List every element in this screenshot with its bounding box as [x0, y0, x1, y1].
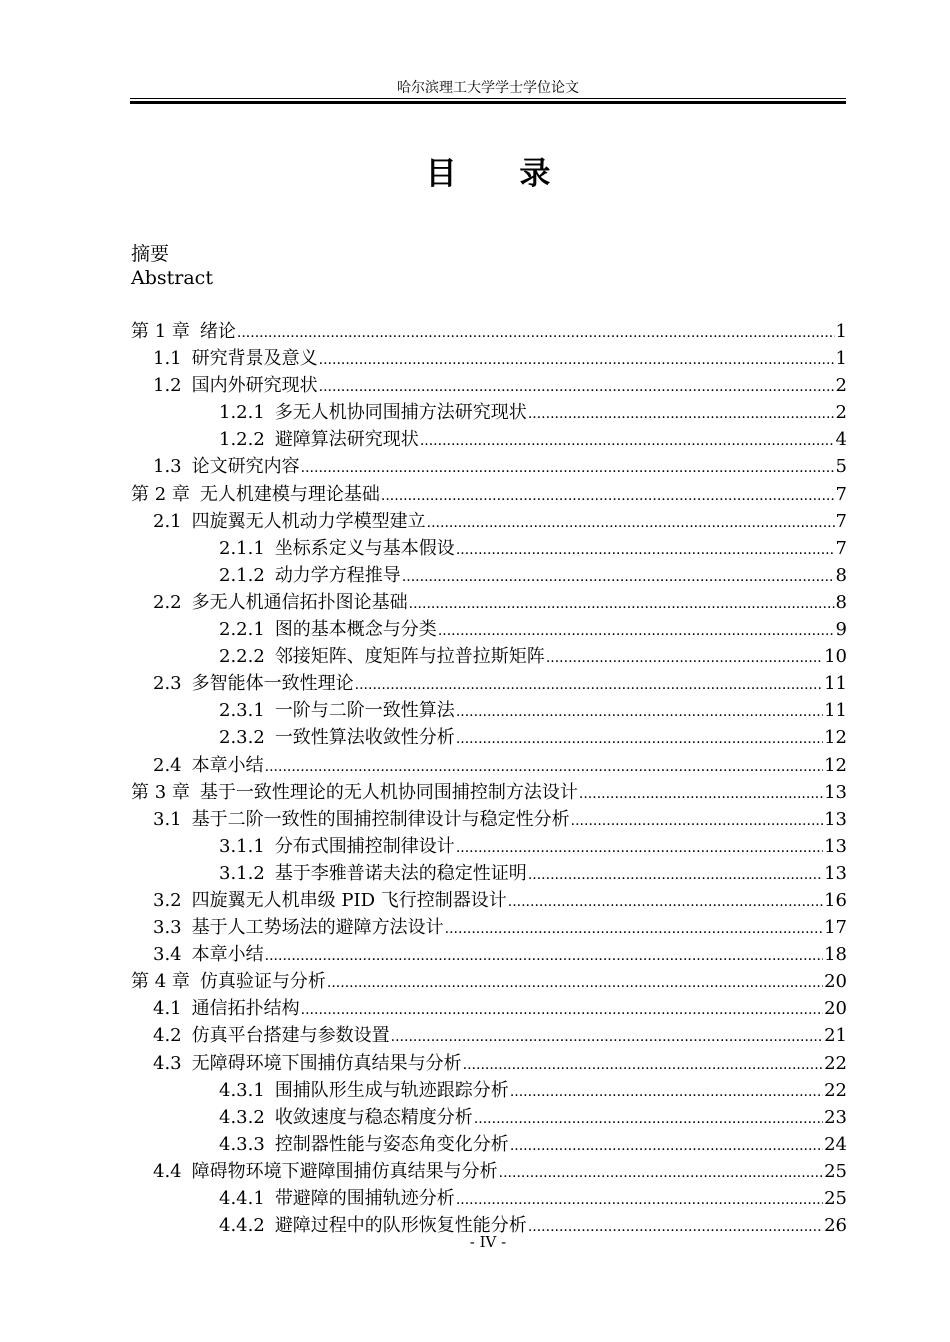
toc-entry[interactable] — [131, 941, 847, 968]
toc-entry-title: 多无人机通信拓扑图论基础 — [191, 591, 408, 613]
toc-dot-leader — [546, 645, 823, 672]
toc-entry-page: 13 — [824, 862, 847, 884]
toc-entry-title: 动力学方程推导 — [274, 564, 401, 586]
toc-entry-number: 4.3.2 — [219, 1106, 265, 1128]
toc-entry-page: 23 — [824, 1106, 847, 1128]
toc-dot-leader — [319, 374, 835, 401]
toc-entry[interactable] — [131, 752, 847, 779]
toc-entry[interactable] — [131, 779, 847, 806]
toc-entry-title: 避障算法研究现状 — [274, 429, 419, 451]
toc-entry-title: 避障过程中的队形恢复性能分析 — [274, 1215, 527, 1237]
toc-entry-page: 11 — [824, 673, 847, 695]
toc-entry-page: 7 — [835, 537, 847, 559]
toc-entry-page: 5 — [835, 456, 847, 478]
toc-entry-title: 无人机建模与理论基础 — [199, 483, 380, 505]
toc-entry-page: 20 — [824, 971, 847, 993]
toc-entry-title: 一阶与二阶一致性算法 — [274, 700, 455, 722]
toc-entry-title: 基于李雅普诺夫法的稳定性证明 — [274, 862, 527, 884]
toc-entry-page: 13 — [824, 781, 847, 803]
toc-entry-number: 2.2 — [153, 591, 182, 613]
header-rule-thin — [130, 98, 846, 99]
toc-entry[interactable] — [131, 399, 847, 426]
toc-entry-number: 2.3 — [153, 673, 182, 695]
running-header: 哈尔滨理工大学学士学位论文 — [397, 80, 579, 96]
toc-front-abstract-zh[interactable]: 摘要 — [131, 243, 170, 265]
toc-entry[interactable] — [131, 806, 847, 833]
toc-entry-number: 2.3.2 — [219, 727, 265, 749]
toc-entry[interactable] — [131, 508, 847, 535]
toc-entry[interactable] — [131, 1022, 847, 1049]
toc-entry-number: 3.3 — [153, 917, 182, 939]
toc-entry-page: 25 — [824, 1160, 847, 1182]
toc-dot-leader — [474, 1106, 823, 1133]
toc-entry-title: 本章小结 — [191, 754, 264, 776]
toc-dot-leader — [463, 1052, 823, 1079]
toc-dot-leader — [499, 1160, 823, 1187]
toc-dot-leader — [510, 1079, 823, 1106]
toc-dot-leader — [355, 672, 823, 699]
toc-dot-leader — [445, 916, 823, 943]
toc-entry-page: 8 — [835, 564, 847, 586]
toc-dot-leader — [409, 591, 835, 618]
toc-entry[interactable] — [131, 697, 847, 724]
toc-entry-page: 25 — [824, 1188, 847, 1209]
toc-entry[interactable] — [131, 1104, 847, 1131]
toc-dot-leader — [579, 781, 823, 808]
toc-dot-leader — [456, 699, 823, 726]
toc-entry-number: 3.1.1 — [219, 835, 265, 857]
toc-entry-number: 4.3 — [153, 1052, 182, 1074]
toc-dot-leader — [571, 808, 823, 835]
toc-dot-leader — [265, 943, 823, 970]
toc-entry-page: 2 — [835, 402, 847, 424]
toc-entry-number: 2.2.1 — [219, 619, 265, 641]
toc-entry-number: 4.4.1 — [219, 1188, 265, 1209]
toc-entry-page: 10 — [824, 646, 847, 668]
toc-entry-page: 7 — [835, 483, 847, 505]
toc-entry-number: 1.2.2 — [219, 429, 265, 451]
toc-entry-number: 第 4 章 — [131, 971, 190, 993]
toc-entry-number: 4.4.2 — [219, 1215, 265, 1237]
toc-dot-leader — [510, 1133, 823, 1160]
toc-entry-title: 绪论 — [199, 321, 236, 342]
toc-entry[interactable] — [131, 995, 847, 1022]
toc-entry-title: 四旋翼无人机动力学模型建立 — [191, 510, 426, 532]
toc-dot-leader — [456, 726, 823, 753]
toc-entry-number: 3.1.2 — [219, 862, 265, 884]
toc-entry-title: 论文研究内容 — [191, 456, 300, 478]
toc-entry-title: 通信拓扑结构 — [191, 998, 300, 1020]
toc-entry-number: 2.1.1 — [219, 537, 265, 559]
toc-entry-number: 第 1 章 — [131, 321, 190, 342]
toc-dot-leader — [237, 320, 835, 347]
toc-entry-page: 22 — [824, 1079, 847, 1101]
toc-entry-title: 国内外研究现状 — [191, 375, 318, 397]
toc-entry-title: 本章小结 — [191, 944, 264, 966]
toc-entry-page: 13 — [824, 808, 847, 830]
toc-entry-number: 4.2 — [153, 1025, 182, 1047]
toc-entry[interactable] — [131, 1077, 847, 1104]
toc-entry-number: 1.2.1 — [219, 402, 265, 424]
page-title: 目 录 — [425, 156, 577, 192]
toc-entry[interactable] — [131, 1050, 847, 1077]
toc-entry-number: 4.1 — [153, 998, 182, 1020]
toc-entry-page: 20 — [824, 998, 847, 1020]
toc-entry-number: 1.1 — [153, 348, 182, 370]
toc-entry-number: 2.2.2 — [219, 646, 265, 668]
toc-entry-page: 4 — [835, 429, 847, 451]
toc-entry-page: 9 — [835, 619, 847, 641]
toc-entry[interactable] — [131, 833, 847, 860]
toc-entry[interactable] — [131, 345, 847, 372]
toc-entry-number: 2.1 — [153, 510, 182, 532]
toc-entry[interactable] — [131, 643, 847, 670]
toc-entry-number: 3.2 — [153, 889, 182, 911]
toc-dot-leader — [456, 835, 823, 862]
toc-entry[interactable] — [131, 616, 847, 643]
toc-entry-page: 11 — [824, 700, 847, 722]
toc-dot-leader — [420, 428, 835, 455]
toc-entry[interactable] — [131, 968, 847, 995]
toc-entry-page: 22 — [824, 1052, 847, 1074]
toc-entry-page: 8 — [835, 591, 847, 613]
toc-entry[interactable] — [131, 914, 847, 941]
toc-entry[interactable] — [131, 481, 847, 508]
toc-dot-leader — [301, 997, 823, 1024]
toc-entry-page: 24 — [824, 1133, 847, 1155]
toc-entry[interactable] — [131, 372, 847, 399]
toc-entry-number: 3.4 — [153, 944, 182, 966]
toc-entry-number: 4.4 — [153, 1160, 182, 1182]
toc-entry-title: 基于人工势场法的避障方法设计 — [191, 917, 444, 939]
toc-entry-title: 邻接矩阵、度矩阵与拉普拉斯矩阵 — [274, 646, 545, 668]
toc-entry-title: 控制器性能与姿态角变化分析 — [274, 1133, 509, 1155]
toc-entry-page: 21 — [824, 1025, 847, 1047]
page-number: - IV - — [469, 1233, 507, 1251]
toc-dot-leader — [265, 754, 823, 781]
toc-entry[interactable] — [131, 887, 847, 914]
toc-entry-page: 18 — [824, 944, 847, 966]
toc-entry[interactable] — [131, 426, 847, 453]
toc-dot-leader — [327, 970, 823, 997]
toc-entry-title: 多无人机协同围捕方法研究现状 — [274, 402, 527, 424]
toc-entry[interactable] — [131, 589, 847, 616]
toc-entry-title: 仿真验证与分析 — [199, 971, 326, 993]
toc-entry-title: 仿真平台搭建与参数设置 — [191, 1025, 390, 1047]
toc-entry-number: 4.3.3 — [219, 1133, 265, 1155]
toc-front-abstract-en[interactable]: Abstract — [131, 267, 213, 289]
toc-entry[interactable] — [131, 453, 847, 480]
toc-entry-title: 无障碍环境下围捕仿真结果与分析 — [191, 1052, 462, 1074]
toc-entry-page: 13 — [824, 835, 847, 857]
toc-entry-number: 2.1.2 — [219, 564, 265, 586]
toc-entry-number: 1.3 — [153, 456, 182, 478]
toc-entry-title: 基于二阶一致性的围捕控制律设计与稳定性分析 — [191, 808, 570, 830]
toc-entry-title: 基于一致性理论的无人机协同围捕控制方法设计 — [199, 781, 578, 803]
toc-entry[interactable] — [131, 535, 847, 562]
toc-dot-leader — [528, 862, 823, 889]
toc-entry-title: 图的基本概念与分类 — [274, 619, 437, 641]
toc-entry-page: 12 — [824, 754, 847, 776]
toc-entry[interactable] — [131, 670, 847, 697]
toc-dot-leader — [508, 889, 823, 916]
toc-entry-page: 12 — [824, 727, 847, 749]
toc-entry-title: 坐标系定义与基本假设 — [274, 537, 455, 559]
toc-entry-title: 带避障的围捕轨迹分析 — [274, 1188, 455, 1209]
toc-entry[interactable] — [131, 1131, 847, 1158]
toc-dot-leader — [427, 510, 835, 537]
toc-entry-page: 17 — [824, 917, 847, 939]
toc-entry-title: 收敛速度与稳态精度分析 — [274, 1106, 473, 1128]
toc-dot-leader — [301, 455, 835, 482]
toc-entry-title: 障碍物环境下避障围捕仿真结果与分析 — [191, 1160, 498, 1182]
toc-dot-leader — [528, 401, 835, 428]
toc-entry-page: 16 — [824, 889, 847, 911]
toc-entry-page: 7 — [835, 510, 847, 532]
toc-entry[interactable] — [131, 318, 847, 345]
toc-entry-page: 2 — [835, 375, 847, 397]
toc-dot-leader — [319, 347, 835, 374]
toc-entry-title: 一致性算法收敛性分析 — [274, 727, 455, 749]
toc-entry-title: 围捕队形生成与轨迹跟踪分析 — [274, 1079, 509, 1101]
toc-entry-title: 多智能体一致性理论 — [191, 673, 354, 695]
toc-entry-number: 3.1 — [153, 808, 182, 830]
toc-entry-number: 2.3.1 — [219, 700, 265, 722]
toc-entry-number: 第 3 章 — [131, 781, 190, 803]
toc-entry-page: 1 — [835, 348, 847, 370]
toc-entry[interactable] — [131, 562, 847, 589]
table-of-contents — [131, 318, 847, 1239]
toc-entry-number: 4.3.1 — [219, 1079, 265, 1101]
header-rule-thick — [130, 101, 846, 104]
toc-dot-leader — [381, 483, 835, 510]
toc-entry-number: 1.2 — [153, 375, 182, 397]
toc-entry-page: 1 — [835, 321, 847, 342]
toc-entry[interactable] — [131, 1158, 847, 1185]
toc-dot-leader — [438, 618, 835, 645]
toc-entry-number: 第 2 章 — [131, 483, 190, 505]
toc-entry-number: 2.4 — [153, 754, 182, 776]
toc-entry-page: 26 — [824, 1215, 847, 1237]
toc-dot-leader — [456, 537, 835, 564]
toc-entry-title: 四旋翼无人机串级 PID 飞行控制器设计 — [191, 889, 507, 911]
toc-dot-leader — [456, 1187, 823, 1214]
toc-entry[interactable] — [131, 860, 847, 887]
toc-entry[interactable] — [131, 1185, 847, 1212]
toc-entry-title: 研究背景及意义 — [191, 348, 318, 370]
toc-entry[interactable] — [131, 724, 847, 751]
toc-dot-leader — [402, 564, 835, 591]
toc-dot-leader — [391, 1024, 823, 1051]
toc-entry-title: 分布式围捕控制律设计 — [274, 835, 455, 857]
